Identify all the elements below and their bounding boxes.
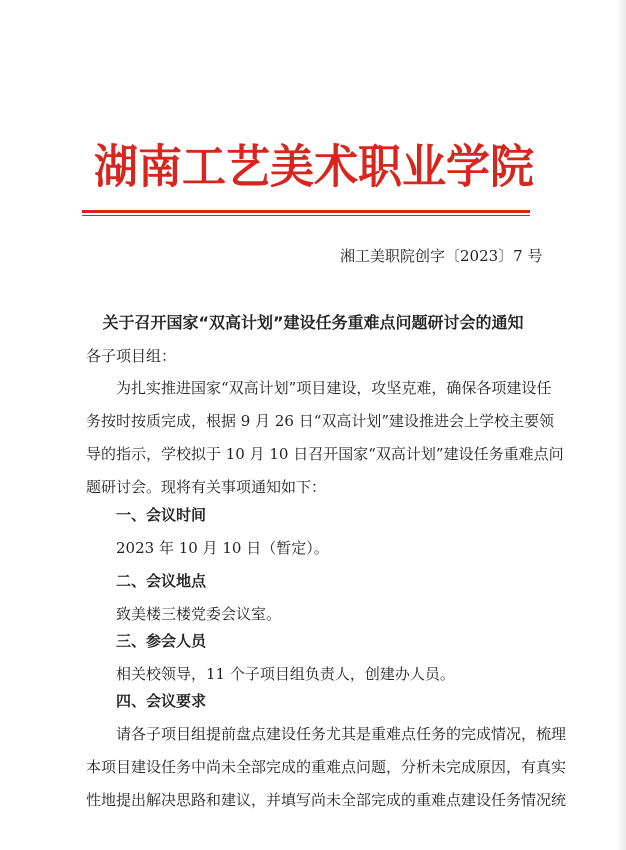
intro-line: 导的指示，学校拟于 10 月 10 日召开国家“双高计划”建设任务重难点问 <box>86 445 564 463</box>
masthead-red-rule-thick <box>82 210 530 213</box>
requirements-line: 本项目建设任务中尚未全部完成的重难点问题，分析未完成原因，有真实 <box>86 758 567 776</box>
section-heading-requirements: 四、会议要求 <box>116 692 207 710</box>
section-content-location: 致美楼三楼党委会议室。 <box>116 605 282 623</box>
intro-line: 为扎实推进国家“双高计划”项目建设，攻坚克难，确保各项建设任 <box>116 379 552 397</box>
requirements-line: 请各子项目组提前盘点建设任务尤其是重难点任务的完成情况，梳理 <box>116 725 567 743</box>
section-content-time: 2023 年 10 月 10 日（暂定）。 <box>116 539 329 557</box>
masthead-school-name: 湖南工艺美术职业学院 <box>94 140 534 195</box>
document-number: 湘工美职院创字〔2023〕7 号 <box>340 247 543 265</box>
requirements-line: 性地提出解决思路和建议，并填写尚未全部完成的重难点建设任务情况统 <box>86 791 567 809</box>
intro-line: 务按时按质完成，根据 9 月 26 日“双高计划”建设推进会上学校主要领 <box>86 412 555 430</box>
masthead-red-rule-thin <box>82 215 530 216</box>
section-content-attendees: 相关校领导，11 个子项目组负责人，创建办人员。 <box>116 665 455 683</box>
page-edge-shadow <box>616 0 626 850</box>
document-title: 关于召开国家“双高计划”建设任务重难点问题研讨会的通知 <box>102 313 524 332</box>
intro-line: 题研讨会。现将有关事项通知如下： <box>86 478 327 496</box>
section-heading-attendees: 三、参会人员 <box>116 632 207 650</box>
section-heading-time: 一、会议时间 <box>116 506 207 524</box>
salutation: 各子项目组： <box>86 347 177 365</box>
section-heading-location: 二、会议地点 <box>116 572 207 590</box>
